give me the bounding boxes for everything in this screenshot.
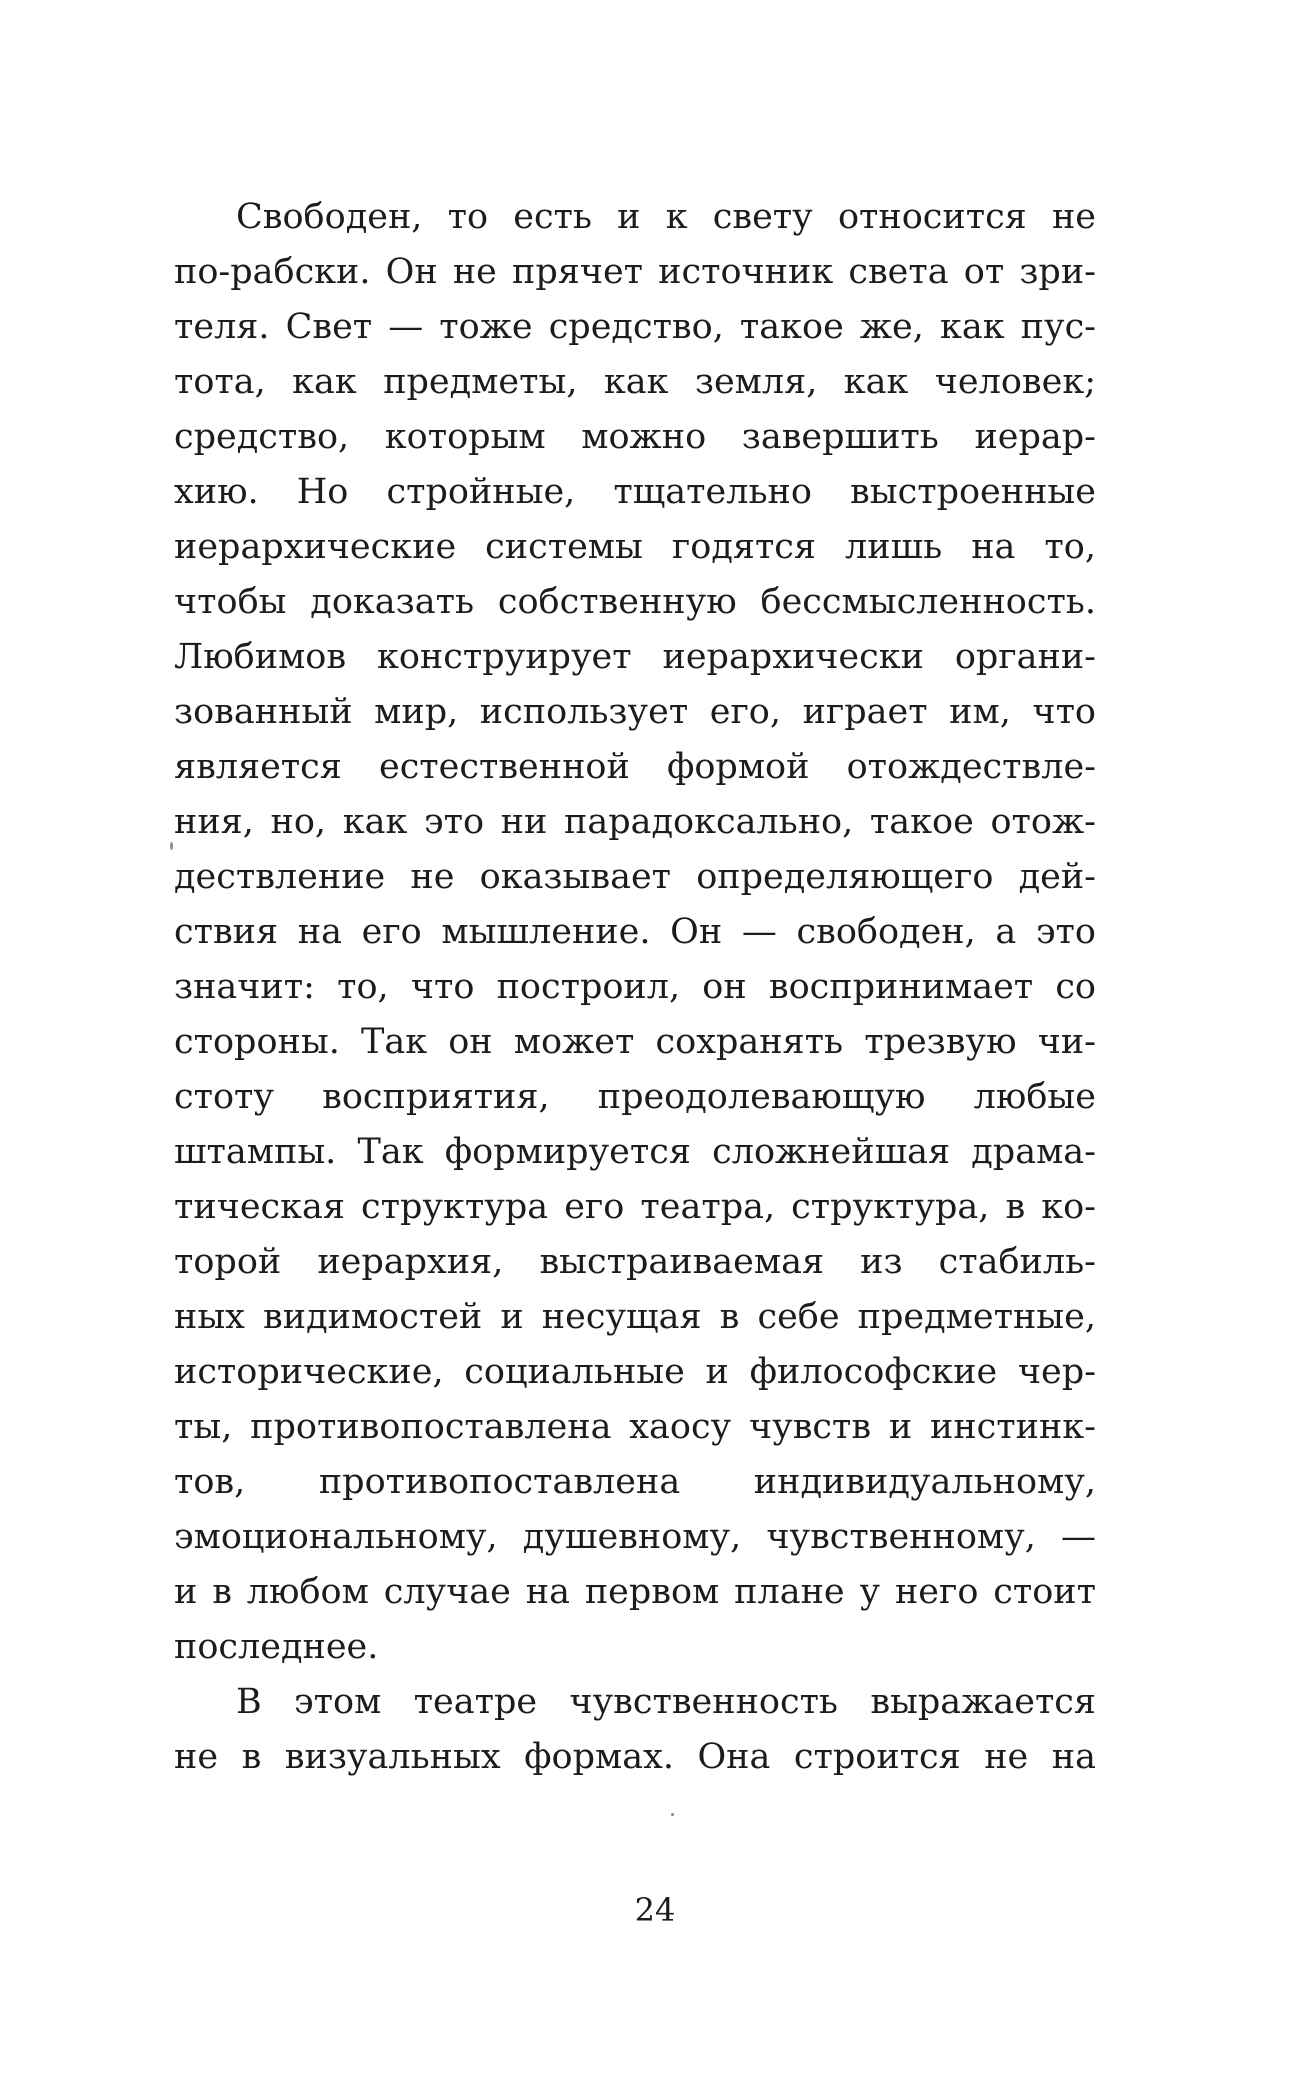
paragraph-1 [174, 190, 1096, 1675]
text-line: тическая структура его театра, структура, в ко- [174, 1187, 1096, 1227]
text-line: тота, как предметы, как земля, как человек; [174, 362, 1096, 402]
text-line: по-рабски. Он не прячет источник света от зри- [174, 252, 1096, 292]
text-line: дествление не оказывает определяющего дей- [174, 857, 1096, 897]
text-line: ты, противопоставлена хаосу чувств и инстинк- [174, 1407, 1096, 1447]
body-text [174, 190, 1096, 1785]
text-line: Любимов конструирует иерархически органи- [174, 637, 1096, 677]
text-line: стоту восприятия, преодолевающую любые [174, 1077, 1096, 1117]
text-line: эмоциональному, душевному, чувственному, — [174, 1517, 1096, 1557]
scan-speck [170, 842, 173, 850]
text-line: не в визуальных формах. Она строится не на [174, 1737, 1096, 1777]
text-line: значит: то, что построил, он воспринимает со [174, 967, 1096, 1007]
paragraph-2 [174, 1675, 1096, 1785]
text-line: теля. Свет — тоже средство, такое же, как пус- [174, 307, 1096, 347]
text-line: хию. Но стройные, тщательно выстроенные [174, 472, 1096, 512]
text-line: торой иерархия, выстраиваемая из стабиль- [174, 1242, 1096, 1282]
text-line: зованный мир, использует его, играет им, что [174, 692, 1096, 732]
text-line: стороны. Так он может сохранять трезвую чи- [174, 1022, 1096, 1062]
text-line: штампы. Так формируется сложнейшая драма- [174, 1132, 1096, 1172]
page-number: 24 [634, 1891, 676, 1929]
text-line: Свободен, то есть и к свету относится не [236, 197, 1096, 237]
text-line: ствия на его мышление. Он — свободен, а это [174, 912, 1096, 952]
scan-speck [671, 1813, 674, 1816]
text-line: исторические, социальные и философские чер- [174, 1352, 1096, 1392]
text-line: является естественной формой отождествле- [174, 747, 1096, 787]
text-line: иерархические системы годятся лишь на то, [174, 527, 1096, 567]
text-line: и в любом случае на первом плане у него стоит [174, 1572, 1096, 1612]
text-line: ных видимостей и несущая в себе предметные, [174, 1297, 1096, 1337]
text-line: чтобы доказать собственную бессмысленность. [174, 582, 1096, 622]
text-line: тов, противопоставлена индивидуальному, [174, 1462, 1096, 1502]
text-line: В этом театре чувственность выражается [236, 1682, 1096, 1722]
text-line: ния, но, как это ни парадоксально, такое отож- [174, 802, 1096, 842]
text-line: средство, которым можно завершить иерар- [174, 417, 1096, 457]
text-line: последнее. [174, 1627, 379, 1667]
